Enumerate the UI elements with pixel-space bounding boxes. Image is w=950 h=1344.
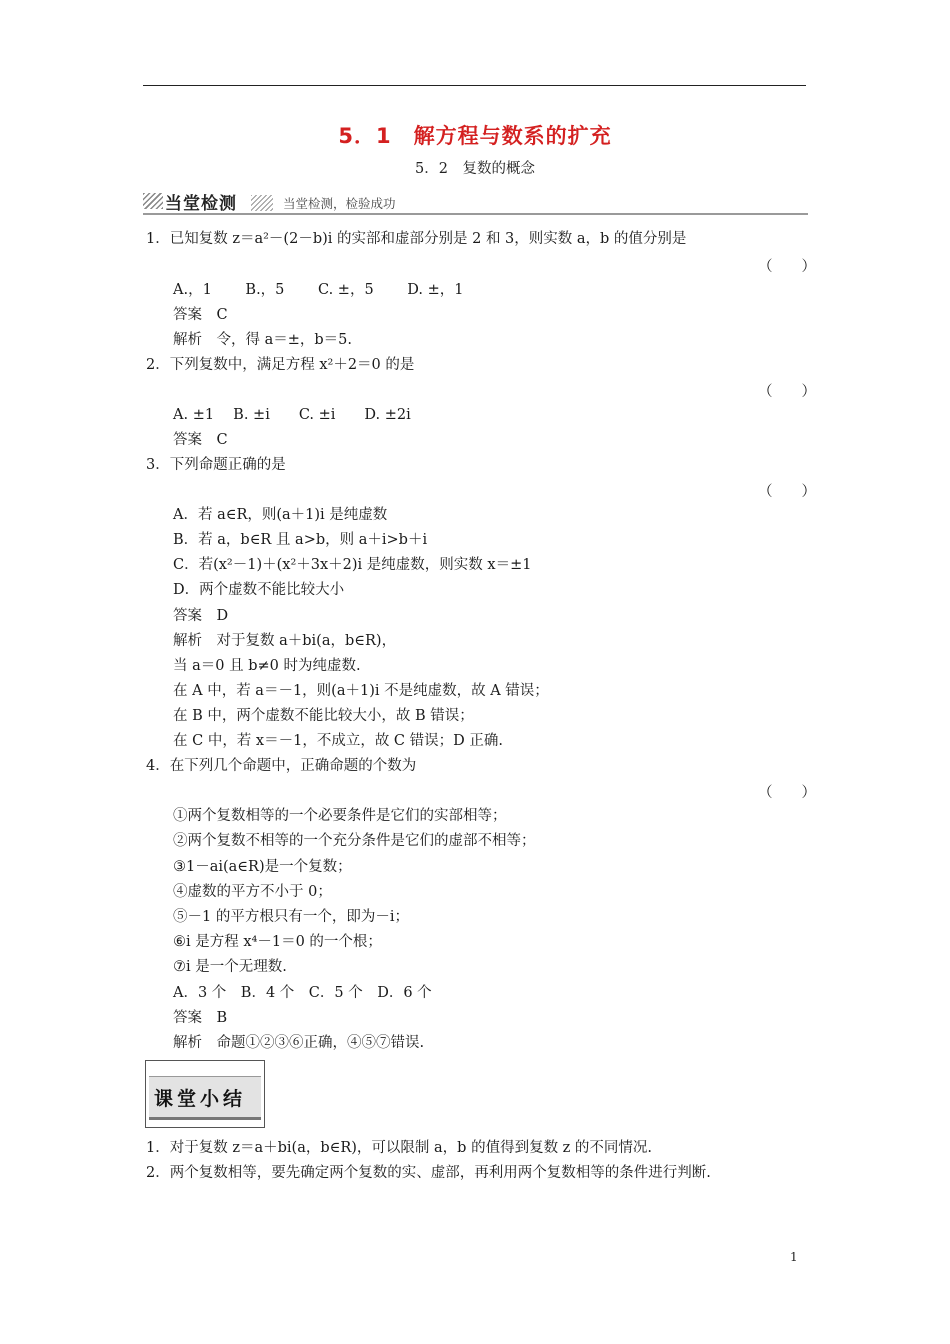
text-line: ⑥i 是方程 x⁴－1＝0 的一个根；: [173, 934, 382, 950]
text-line: 当 a＝0 且 b≠0 时为纯虚数.: [173, 658, 361, 674]
text-line: 在 B 中，两个虚数不能比较大小，故 B 错误；: [173, 708, 474, 724]
section-note: 当堂检测，检验成功: [283, 196, 396, 211]
text-line: 4．在下列几个命题中，正确命题的个数为: [146, 758, 417, 774]
text-line: 解析 命题①②③⑥正确，④⑤⑦错误.: [173, 1035, 425, 1051]
text-line: A. ±1 B. ±i C. ±i D. ±2i: [173, 407, 411, 423]
text-line: 答案 B: [173, 1010, 228, 1026]
summary-item: 1．对于复数 z＝a＋bi(a，b∈R)，可以限制 a，b 的值得到复数 z 的不同情况.: [146, 1140, 653, 1156]
answer-bracket: （ ）: [758, 484, 816, 500]
text-line: 答案 D: [173, 608, 229, 624]
text-line: ②两个复数不相等的一个充分条件是它们的虚部不相等；: [173, 833, 536, 849]
section-tag: [143, 189, 271, 213]
text-line: A．若 a∈R，则(a＋1)i 是纯虚数: [173, 507, 388, 523]
page-number: 1: [790, 1250, 798, 1264]
text-line: B．若 a，b∈R 且 a>b，则 a＋i>b＋i: [173, 532, 428, 548]
text-line: ⑤－1 的平方根只有一个，即为－i；: [173, 909, 409, 925]
answer-bracket: （ ）: [758, 384, 816, 400]
text-line: 解析 对于复数 a＋bi(a，b∈R)，: [173, 633, 397, 649]
text-line: ③1－ai(a∈R)是一个复数；: [173, 859, 352, 875]
text-line: 1．已知复数 z＝a²－(2－b)i 的实部和虚部分别是 2 和 3，则实数 a，b 的值分别是: [146, 231, 687, 247]
text-line: A.，1 B.，5 C. ±，5 D. ±，1: [173, 282, 464, 298]
text-line: ⑦i 是一个无理数.: [173, 959, 287, 975]
summary-label: 课堂小结: [154, 1088, 247, 1110]
top-rule: [143, 85, 806, 86]
text-line: 2．下列复数中，满足方程 x²＋2＝0 的是: [146, 357, 415, 373]
section-divider: [143, 213, 808, 215]
text-line: ④虚数的平方不小于 0；: [173, 884, 332, 900]
text-line: 3．下列命题正确的是: [146, 457, 286, 473]
answer-bracket: （ ）: [758, 785, 816, 801]
text-line: 答案 C: [173, 432, 228, 448]
summary-item: 2．两个复数相等，要先确定两个复数的实、虚部，再利用两个复数相等的条件进行判断.: [146, 1165, 711, 1181]
section-header-check: [143, 189, 808, 215]
text-line: C．若(x²－1)＋(x²＋3x＋2)i 是纯虚数，则实数 x＝±1: [173, 557, 532, 573]
text-line: 解析 令，得 a＝±，b＝5.: [173, 332, 353, 348]
text-line: D．两个虚数不能比较大小: [173, 582, 345, 598]
stripe-decoration-icon: [143, 193, 163, 209]
text-line: A．3 个 B．4 个 C．5 个 D．6 个: [173, 985, 432, 1001]
text-line: 在 A 中，若 a＝－1，则(a＋1)i 不是纯虚数，故 A 错误；: [173, 683, 549, 699]
answer-bracket: （ ）: [758, 259, 816, 275]
summary-header: [145, 1060, 265, 1128]
section-label: 当堂检测: [165, 194, 237, 214]
page-subtitle: 5．2 复数的概念: [415, 161, 535, 177]
stripe-decoration-icon: [251, 195, 273, 211]
text-line: 答案 C: [173, 307, 228, 323]
text-line: 在 C 中，若 x＝－1，不成立，故 C 错误；D 正确.: [173, 733, 503, 749]
text-line: ①两个复数相等的一个必要条件是它们的实部相等；: [173, 808, 507, 824]
page-title: 5．1 解方程与数系的扩充: [338, 124, 612, 148]
